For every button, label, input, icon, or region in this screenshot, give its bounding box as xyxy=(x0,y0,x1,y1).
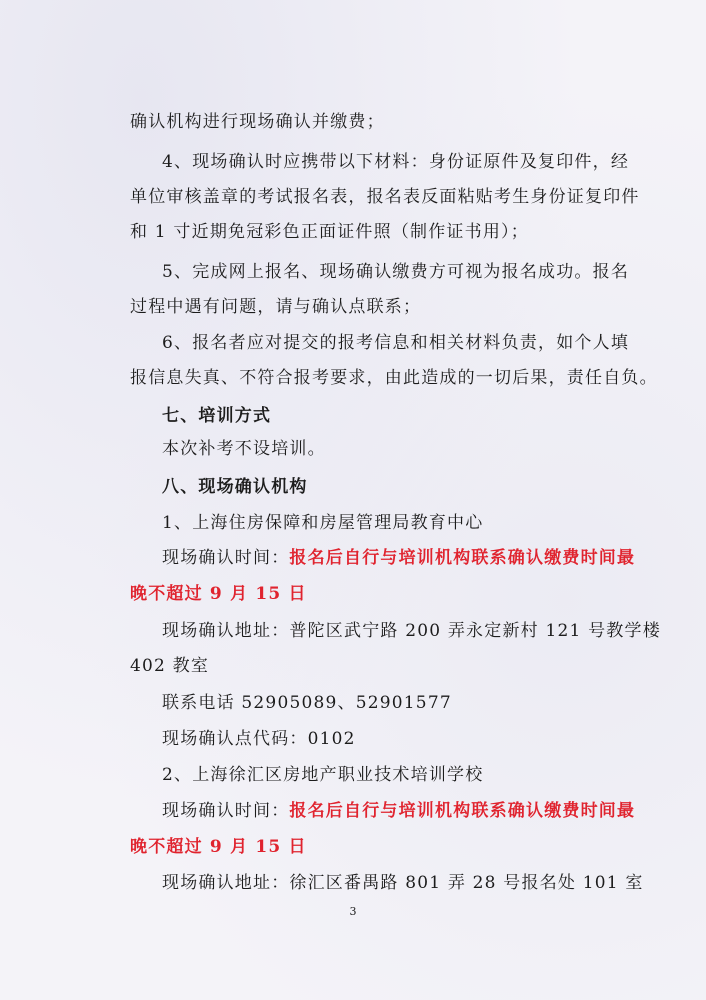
org-2-name: 2、上海徐汇区房地产职业技术培训学校 xyxy=(162,765,484,785)
item-5-line-1: 5、完成网上报名、现场确认缴费方可视为报名成功。报名 xyxy=(162,262,630,282)
item-5-line-2: 过程中遇有问题，请与确认点联系； xyxy=(130,297,422,317)
org-1-time-label: 现场确认时间： xyxy=(162,548,290,568)
org-1-phone: 联系电话 52905089、52901577 xyxy=(162,693,452,713)
section-7-heading: 七、培训方式 xyxy=(162,406,272,426)
item-4-line-1: 4、现场确认时应携带以下材料：身份证原件及复印件，经 xyxy=(162,152,630,172)
item-6-line-2: 报信息失真、不符合报考要求，由此造成的一切后果，责任自负。 xyxy=(130,368,658,388)
org-1-address-line-1: 现场确认地址：普陀区武宁路 200 弄永定新村 121 号教学楼 xyxy=(162,621,661,641)
org-2-time-line-2: 晚不超过 9 月 15 日 xyxy=(130,837,307,857)
org-2-address: 现场确认地址：徐汇区番禺路 801 弄 28 号报名处 101 室 xyxy=(162,873,644,893)
org-1-time-line-2: 晚不超过 9 月 15 日 xyxy=(130,584,307,604)
org-2-time-value: 报名后自行与培训机构联系确认缴费时间最 xyxy=(289,801,636,821)
org-1-time-value: 报名后自行与培训机构联系确认缴费时间最 xyxy=(289,548,636,568)
section-8-heading: 八、现场确认机构 xyxy=(162,477,308,497)
section-7-text: 本次补考不设培训。 xyxy=(162,439,326,459)
page-number: 3 xyxy=(349,905,357,918)
org-1-name: 1、上海住房保障和房屋管理局教育中心 xyxy=(162,513,484,533)
org-1-code: 现场确认点代码：0102 xyxy=(162,729,356,749)
item-4-line-2: 单位审核盖章的考试报名表，报名表反面粘贴考生身份证复印件 xyxy=(130,187,640,207)
text-line: 确认机构进行现场确认并缴费； xyxy=(130,112,385,132)
org-1-address-line-2: 402 教室 xyxy=(130,656,210,676)
org-2-time-line-1 xyxy=(162,800,635,822)
item-4-line-3: 和 1 寸近期免冠彩色正面证件照（制作证书用）； xyxy=(130,222,529,242)
org-2-time-label: 现场确认时间： xyxy=(162,801,290,821)
org-1-time-line-1 xyxy=(162,547,635,569)
item-6-line-1: 6、报名者应对提交的报考信息和相关材料负责，如个人填 xyxy=(162,333,630,353)
